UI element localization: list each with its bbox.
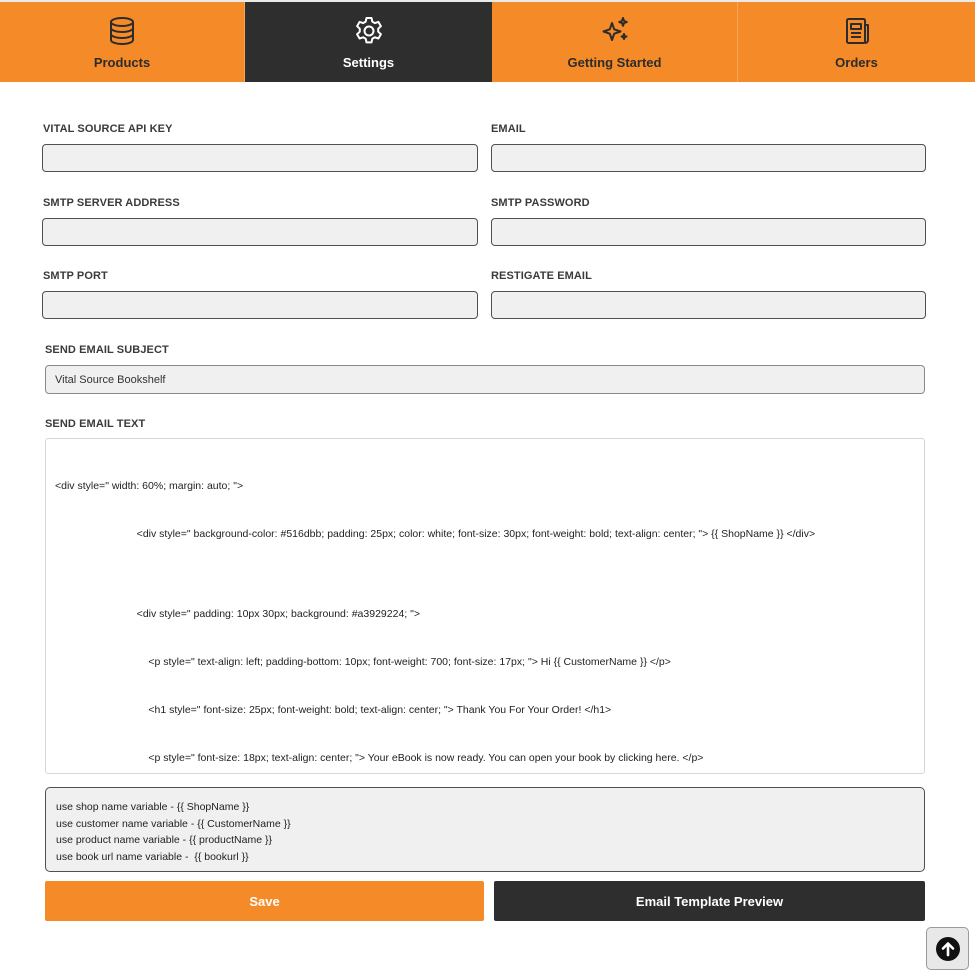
send-email-text-label: SEND EMAIL TEXT — [45, 418, 146, 430]
hint-line: use customer name variable - {{ CustomerName }} — [56, 817, 291, 830]
smtp-server-address-label: SMTP SERVER ADDRESS — [43, 197, 180, 209]
scroll-to-top-button[interactable] — [926, 927, 969, 970]
send-email-text-area[interactable] — [45, 438, 925, 774]
restigate-email-label: RESTIGATE EMAIL — [491, 270, 592, 282]
email-text-line: <p style=" font-size: 18px; text-align: center; "> Your eBook is now ready. You can open your book by clicking here. </p> — [55, 752, 704, 764]
smtp-port-label: SMTP PORT — [43, 270, 108, 282]
smtp-password-label: SMTP PASSWORD — [491, 197, 590, 209]
smtp-server-address-input[interactable] — [42, 218, 478, 246]
tab-getting-started-label: Getting Started — [567, 55, 662, 70]
gear-icon — [353, 15, 385, 47]
email-text-line: <div style=" padding: 10px 30px; background: #a3929224; "> — [55, 608, 420, 620]
vital-source-api-key-input[interactable] — [42, 144, 478, 172]
tab-settings[interactable] — [245, 2, 492, 82]
tab-getting-started[interactable] — [492, 2, 738, 82]
vital-source-api-key-label: VITAL SOURCE API KEY — [43, 123, 173, 135]
email-text-line: <div style=" width: 60%; margin: auto; "> — [55, 480, 244, 492]
tab-orders[interactable] — [738, 2, 975, 82]
hint-line: use shop name variable - {{ ShopName }} — [56, 801, 250, 813]
email-input[interactable] — [491, 144, 926, 172]
email-label: EMAIL — [491, 123, 526, 135]
email-text-line: <p style=" text-align: left; padding-bottom: 10px; font-weight: 700; font-size: 17px; "> Hi {{ CustomerName }} </p> — [55, 656, 671, 668]
tab-orders-label: Orders — [835, 55, 878, 70]
tab-products-label: Products — [93, 55, 151, 70]
email-text-line: <h1 style=" font-size: 25px; font-weight: bold; text-align: center; "> Thank You For Your Order! </h1> — [55, 704, 612, 716]
top-tab-bar — [0, 0, 975, 82]
send-email-subject-input[interactable]: Vital Source Bookshelf — [45, 365, 925, 394]
receipt-icon — [841, 15, 873, 47]
restigate-email-input[interactable] — [491, 291, 926, 319]
sparkles-icon — [599, 15, 631, 47]
tab-products[interactable] — [0, 2, 245, 82]
hint-line: use book url name variable - {{ bookurl }} — [56, 850, 249, 863]
database-icon — [106, 15, 138, 47]
tab-settings-label: Settings — [342, 55, 395, 70]
hint-line: use product name variable - {{ productName }} — [56, 834, 272, 846]
email-text-line: <div style=" background-color: #516dbb; padding: 25px; color: white; font-size: 30px; font-weight: bold; text-align: center; "> {{ ShopName }} </div> — [55, 528, 816, 540]
smtp-port-input[interactable] — [42, 291, 478, 319]
arrow-up-circle-icon — [935, 936, 961, 962]
variable-hints-box — [45, 787, 925, 872]
smtp-password-input[interactable] — [491, 218, 926, 246]
send-email-subject-label: SEND EMAIL SUBJECT — [45, 344, 169, 356]
save-button[interactable]: Save — [45, 881, 484, 921]
email-template-preview-button[interactable]: Email Template Preview — [494, 881, 925, 921]
